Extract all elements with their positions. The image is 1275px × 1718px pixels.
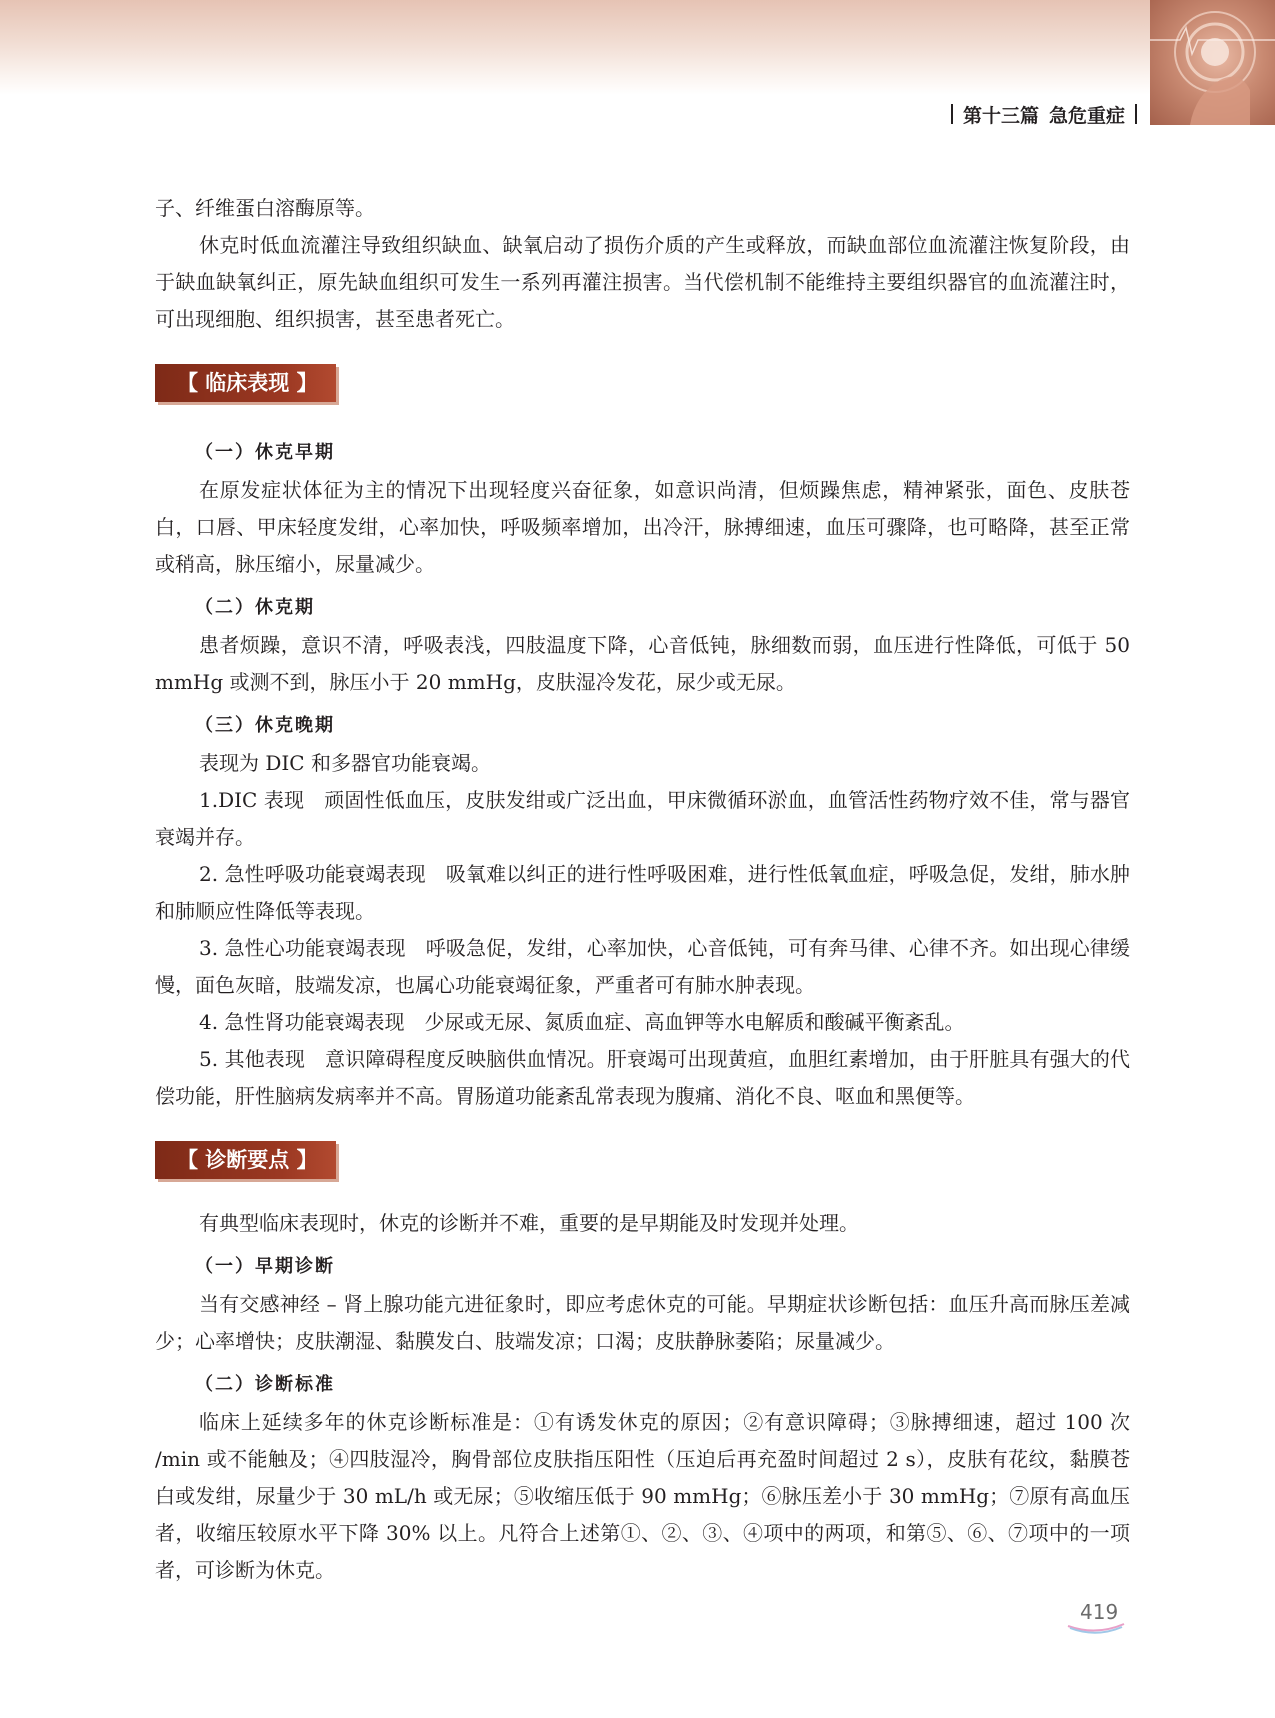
subsection-title: （一）早期诊断 — [195, 1256, 335, 1277]
header-divider-right — [1135, 104, 1137, 124]
paragraph: 表现为 DIC 和多器官功能衰竭。 — [199, 751, 491, 775]
paragraph: 有典型临床表现时，休克的诊断并不难，重要的是早期能及时发现并处理。 — [199, 1211, 859, 1235]
chapter-title: 急危重症 — [1048, 104, 1125, 127]
paragraph: 子、纤维蛋白溶酶原等。 — [155, 196, 375, 220]
chapter-number: 第十三篇 — [962, 104, 1039, 127]
chapter-header — [951, 100, 1137, 128]
paragraph: 临床上延续多年的休克诊断标准是：①有诱发休克的原因；②有意识障碍；③脉搏细速，超过 100 次 /min 或不能触及；④四肢湿冷，胸骨部位皮肤指压阳性（压迫后再充盈时间超过 2 s），皮肤有花纹，黏膜苍白或发绀，尿量少于 30 mL/h 或无尿；⑤收缩压低于 90 mmHg；⑥脉压差小于 30 mmHg；⑦原有高血压者，收缩压较原水平下降 30% 以上。凡符合上述第①、②、③、④项中的两项，和第⑤、⑥、⑦项中的一项者，可诊断为休克。 — [155, 1410, 1130, 1582]
subsection-title: （二）诊断标准 — [195, 1374, 335, 1395]
stethoscope-icon — [1150, 0, 1275, 125]
top-decorative-band — [0, 0, 1275, 95]
paragraph: 休克时低血流灌注导致组织缺血、缺氧启动了损伤介质的产生或释放，而缺血部位血流灌注恢复阶段，由于缺血缺氧纠正，原先缺血组织可发生一系列再灌注损害。当代偿机制不能维持主要组织器官的血流灌注时，可出现细胞、组织损害，甚至患者死亡。 — [155, 233, 1130, 331]
subsection-title: （二）休克期 — [195, 597, 315, 618]
list-item: 2. 急性呼吸功能衰竭表现 吸氧难以纠正的进行性呼吸困难，进行性低氧血症，呼吸急促，发绀，肺水肿和肺顺应性降低等表现。 — [155, 862, 1130, 923]
subsection-title: （三）休克晚期 — [195, 715, 335, 736]
header-divider-left — [951, 104, 953, 124]
list-item: 4. 急性肾功能衰竭表现 少尿或无尿、氮质血症、高血钾等水电解质和酸碱平衡紊乱。 — [199, 1010, 965, 1034]
paragraph: 当有交感神经 – 肾上腺功能亢进征象时，即应考虑休克的可能。早期症状诊断包括：血压升高而脉压差减少；心率增快；皮肤潮湿、黏膜发白、肢端发凉；口渴；皮肤静脉萎陷；尿量减少。 — [155, 1292, 1130, 1353]
page-number: 419 — [1080, 1600, 1119, 1624]
paragraph: 在原发症状体征为主的情况下出现轻度兴奋征象，如意识尚清，但烦躁焦虑，精神紧张，面色、皮肤苍白，口唇、甲床轻度发绀，心率加快，呼吸频率增加，出冷汗，脉搏细速，血压可骤降，也可略降，甚至正常或稍高，脉压缩小，尿量减少。 — [155, 478, 1130, 576]
list-item: 1.DIC 表现 顽固性低血压，皮肤发绀或广泛出血，甲床微循环淤血，血管活性药物疗效不佳，常与器官衰竭并存。 — [155, 788, 1130, 849]
list-item: 3. 急性心功能衰竭表现 呼吸急促，发绀，心率加快，心音低钝，可有奔马律、心律不齐。如出现心律缓慢，面色灰暗，肢端发凉，也属心功能衰竭征象，严重者可有肺水肿表现。 — [155, 936, 1130, 997]
section-title-clinical: 【 临床表现 】 — [155, 364, 336, 402]
page-content — [155, 190, 1130, 1589]
paragraph: 患者烦躁，意识不清，呼吸表浅，四肢温度下降，心音低钝，脉细数而弱，血压进行性降低，可低于 50 mmHg 或测不到，脉压小于 20 mmHg，皮肤湿冷发花，尿少或无尿。 — [155, 633, 1130, 694]
subsection-title: （一）休克早期 — [195, 442, 335, 463]
page-number-swoosh-icon — [1066, 1618, 1126, 1634]
list-item: 5. 其他表现 意识障碍程度反映脑供血情况。肝衰竭可出现黄疸，血胆红素增加，由于肝脏具有强大的代偿功能，肝性脑病发病率并不高。胃肠道功能紊乱常表现为腹痛、消化不良、呕血和黑便等。 — [155, 1047, 1130, 1108]
section-title-diagnosis: 【 诊断要点 】 — [155, 1141, 336, 1179]
